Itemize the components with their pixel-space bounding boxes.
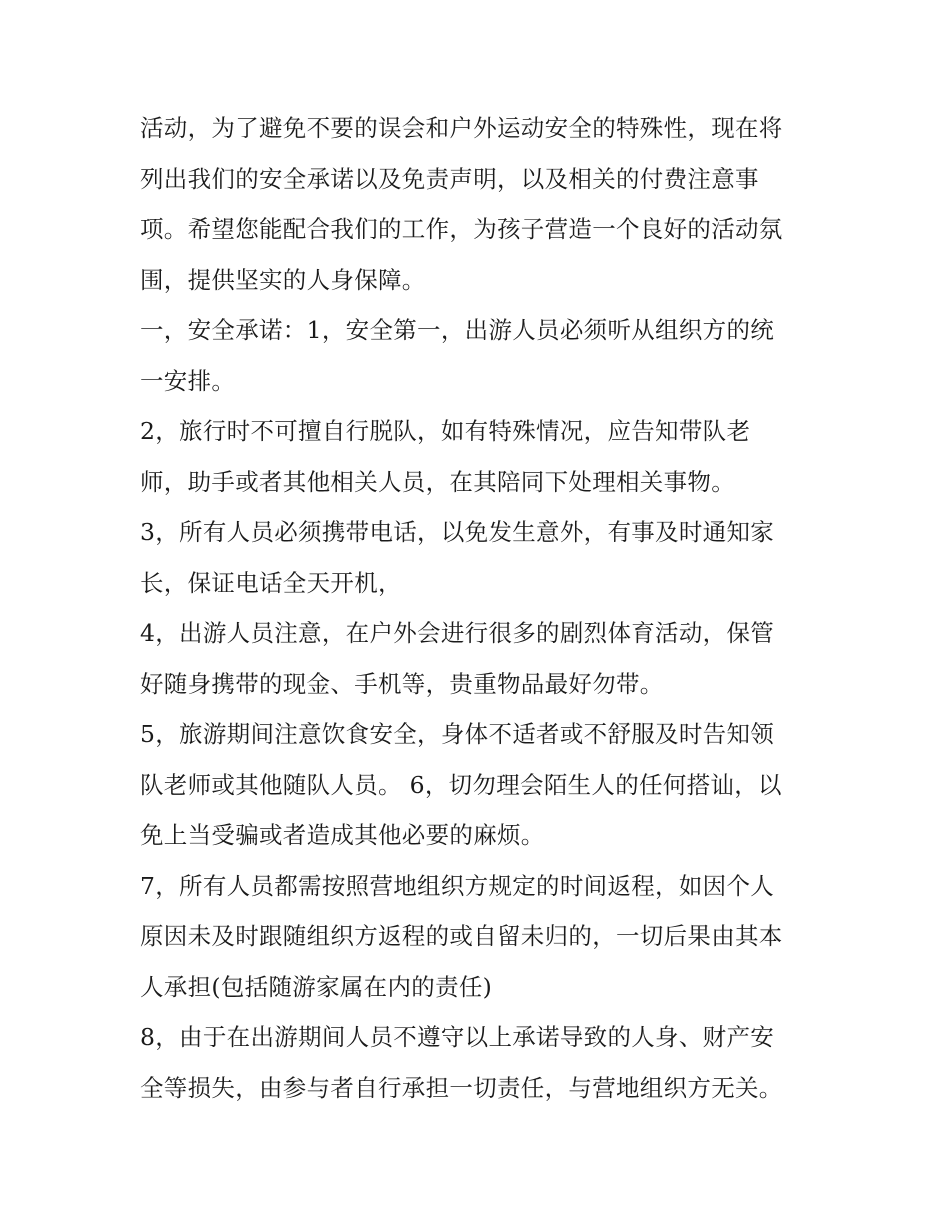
- text-line: 围，提供坚实的人身保障。: [140, 265, 426, 294]
- text-line: 活动，为了避免不要的误会和户外运动安全的特殊性，现在将: [140, 114, 783, 142]
- text-line: 项。希望您能配合我们的工作，为孩子营造一个良好的活动氛: [140, 215, 783, 243]
- text-line: 一，安全承诺：1，安全第一，出游人员必须听从组织方的统: [140, 316, 775, 344]
- text-line: 全等损失，由参与者自行承担一切责任，与营地组织方无关。: [140, 1073, 783, 1102]
- text-line: 好随身携带的现金、手机等，贵重物品最好勿带。: [140, 669, 664, 698]
- text-line: 4，出游人员注意，在户外会进行很多的剧烈体育活动，保管: [140, 619, 775, 647]
- text-line: 2，旅行时不可擅自行脱队，如有特殊情况，应告知带队老: [140, 417, 751, 445]
- text-line: 7，所有人员都需按照营地组织方规定的时间返程，如因个人: [140, 871, 775, 900]
- text-line: 原因未及时跟随组织方返程的或自留未归的，一切后果由其本: [140, 922, 783, 950]
- text-line: 列出我们的安全承诺以及免责声明，以及相关的付费注意事: [140, 164, 759, 193]
- text-line: 3，所有人员必须携带电话，以免发生意外，有事及时通知家: [140, 518, 775, 546]
- text-line: 8，由于在出游期间人员不遵守以上承诺导致的人身、财产安: [140, 1023, 775, 1051]
- text-line: 师，助手或者其他相关人员，在其陪同下处理相关事物。: [140, 467, 735, 496]
- document-body: [140, 103, 820, 1113]
- text-line: 免上当受骗或者造成其他必要的麻烦。: [140, 821, 545, 849]
- text-line: 长，保证电话全天开机，: [140, 568, 402, 597]
- text-line: 队老师或其他随队人员。 6，切勿理会陌生人的任何搭讪，以: [140, 770, 782, 799]
- text-line: 5，旅游期间注意饮食安全，身体不适者或不舒服及时告知领: [140, 720, 775, 748]
- text-line: 人承担(包括随游家属在内的责任): [140, 972, 493, 1001]
- text-line: 一安排。: [140, 366, 236, 395]
